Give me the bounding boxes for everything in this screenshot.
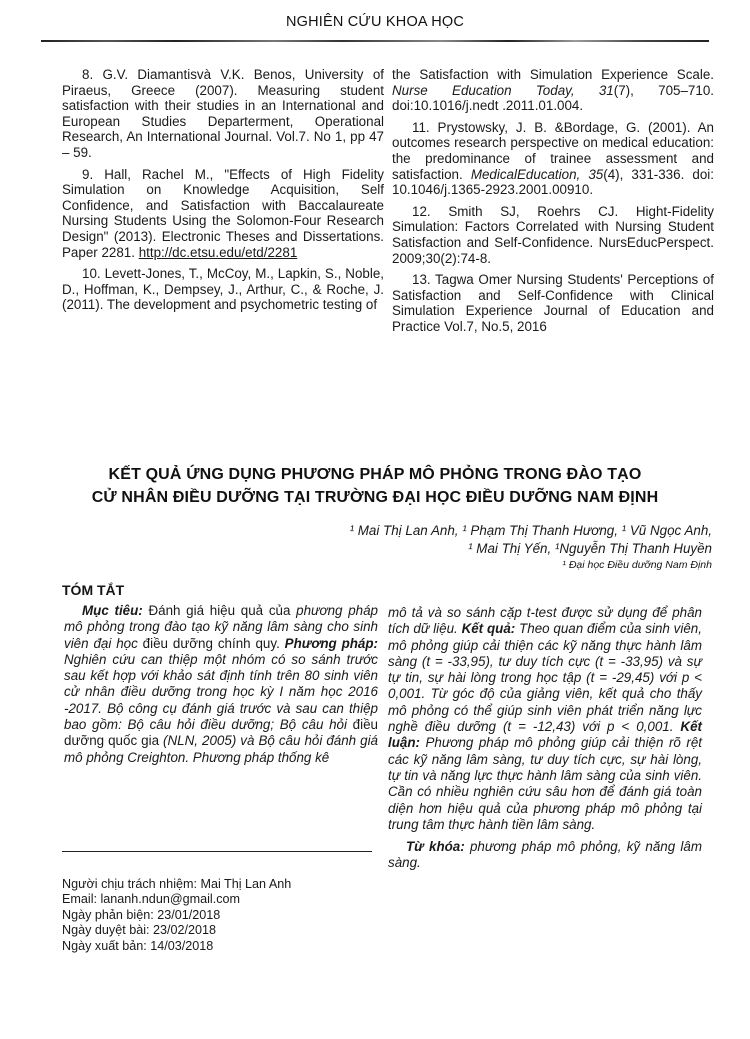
reference-link[interactable]: http://dc.etsu.edu/etd/2281 [138,244,298,260]
keywords-text: phương pháp mô phỏng, kỹ năng lâm sàng. [388,839,702,871]
approval-date: Ngày duyệt bài: 23/02/2018 [62,923,217,938]
objective-text: phương pháp mô phỏng trong đào tạo kỹ năng lâm sàng cho sinh viên đại học [64,603,378,651]
abstract-right-column [388,605,702,872]
reference-text: Prystowsky, J. B. &Bordage, G. (2001). An outcomes research perspective on medical education: the predominance of trainee assessment and satisfaction. [392,119,714,182]
objective-label: Mục tiêu: [82,603,143,618]
review-date: Ngày phản biện: 23/01/2018 [62,907,221,922]
method-text: điều dưỡng quốc gia [64,717,378,749]
references-left-column [62,67,384,319]
references-right-column [392,67,714,341]
reference-continuation [392,67,714,114]
reference-text: Hall, Rachel M., "Effects of High Fidelity Simulation on Knowledge Acquisition, Self Confidence, and Satisfaction with Baccalaureate Nursing Students Using the Solomon-Four Research Design" (2013). Electronic Theses and Dissertations. Paper 2281. [62,166,384,260]
abstract-heading: TÓM TẮT [62,582,125,598]
conclusion-label: Kết luận: [388,719,702,751]
reference-text: Levett-Jones, T., McCoy, M., Lapkin, S., Noble, D., Hoffman, K., Dempsey, J., Arthur, C., & Roche, J. (2011). The development and psychometric testing of [62,266,384,313]
method-label: Phương pháp: [284,635,379,651]
reference-number: 10. [82,266,101,282]
reference-text: the Satisfaction with Simulation Experience Scale. [392,67,714,82]
reference-item [392,120,714,198]
authors-line-2: ¹ Mai Thị Yến, ¹Nguyễn Thị Thanh Huyền [468,541,712,556]
method-text: Nghiên cứu can thiệp một nhóm có so sánh trước sau kết hợp với khảo sát định tính trên 80 sinh viên cử nhân điều dưỡng trong học kỳ I năm học 2016 -2017. Bộ công cụ đánh giá trước và sau can thiệp bao gồm: Bộ câu hỏi điều dưỡng; Bộ câu hỏi [64,651,378,733]
running-header: NGHIÊN CỨU KHOA HỌC [285,14,465,30]
reference-text: Tagwa Omer Nursing Students' Perceptions of Satisfaction and Self-Confidence with Clinical Simulation Experience Journal of Education and Practice Vol.7, No.5, 2016 [392,272,714,334]
header-rule [41,40,709,42]
reference-text: (7), 705–710. doi:10.1016/j.nedt .2011.01.004. [392,82,714,114]
responsible-author: Người chịu trách nhiệm: Mai Thị Lan Anh [62,877,292,891]
method-text: mô tả và so sánh cặp t-test được sử dụng để phân tích dữ liệu. [388,605,702,637]
article-title-line-2: CỬ NHÂN ĐIỀU DƯỠNG TẠI TRƯỜNG ĐẠI HỌC ĐIỀU DƯỠNG NAM ĐỊNH [91,489,659,506]
reference-item [62,67,384,161]
reference-number: 9. [82,166,94,182]
objective-text: điều dưỡng chính quy. [142,635,285,651]
reference-item [62,167,384,261]
reference-item [62,266,384,313]
reference-number: 13. [412,272,431,288]
authors-line-1: ¹ Mai Thị Lan Anh, ¹ Phạm Thị Thanh Hương, ¹ Vũ Ngọc Anh, [349,523,712,538]
affiliation: ¹ Đại học Điều dưỡng Nam Định [562,559,712,571]
reference-text: (4), 331-336. doi: 10.1046/j.1365-2923.2001.00910. [392,166,714,198]
reference-number: 12. [412,203,431,219]
reference-item [392,204,714,266]
result-text: Theo quan điểm của sinh viên, mô phỏng giúp cải thiện các kỹ năng thực hành lâm sàng (t = -33,95), tư duy tích cực (t = -33,95) và sự tự tin, sự hài lòng trong học tập (t = -29,45) với p < 0,001. Từ góc độ của giảng viên, kết quả cho thấy mô phỏng có thể giúp sinh viên phát triển năng lực nghề điều dưỡng (t = -12,43) với p < 0,001. [388,621,702,735]
conclusion-text: Phương pháp mô phỏng giúp cải thiện rõ rệt các kỹ năng lâm sàng, tư duy tích cực, sự hài lòng, tự tin và năng lực thực hành lâm sàng của sinh viên. Cần có nhiều nghiên cứu sâu hơn để đánh giá toàn diện hơn hiệu quả của phương pháp mô phỏng tại trung tâm thực hành tiền lâm sàng. [388,735,702,832]
abstract-left-column [64,603,378,766]
reference-number: 11. [412,119,430,135]
keywords [388,839,702,872]
reference-number: 8. [82,67,94,82]
reference-text: Smith SJ, Roehrs CJ. Hight-Fidelity Simulation: Factors Correlated with Nursing Student Satisfaction and Self-Confidence. NursEducPerspect. 2009;30(2):74-8. [392,203,714,266]
footnote [62,877,291,954]
journal-name: Nurse Education Today, 31 [392,82,614,98]
reference-text: G.V. Diamantisvà V.K. Benos, University of Piraeus, Greece (2007). Measuring student satisfaction with their studies in an International and European Studies Departerment, Operational Research, An International Journal. Vol.7. No 1, pp 47 – 59. [62,67,384,160]
publish-date: Ngày xuất bản: 14/03/2018 [62,938,214,953]
result-label: Kết quả: [461,621,516,637]
objective-text: Đánh giá hiệu quả của [142,603,297,618]
method-text: (NLN, 2005) và Bộ câu hỏi đánh giá mô phỏng Creighton. Phương pháp thống kê [64,733,378,765]
journal-name: MedicalEducation, 35 [470,166,604,182]
article-title-line-1: KẾT QUẢ ỨNG DỤNG PHƯƠNG PHÁP MÔ PHỎNG TRONG ĐÀO TẠO [108,466,642,483]
footnote-rule [62,851,372,852]
email[interactable]: Email: lananh.ndun@gmail.com [62,892,240,907]
keywords-label: Từ khóa: [406,839,465,855]
reference-item [392,272,714,334]
